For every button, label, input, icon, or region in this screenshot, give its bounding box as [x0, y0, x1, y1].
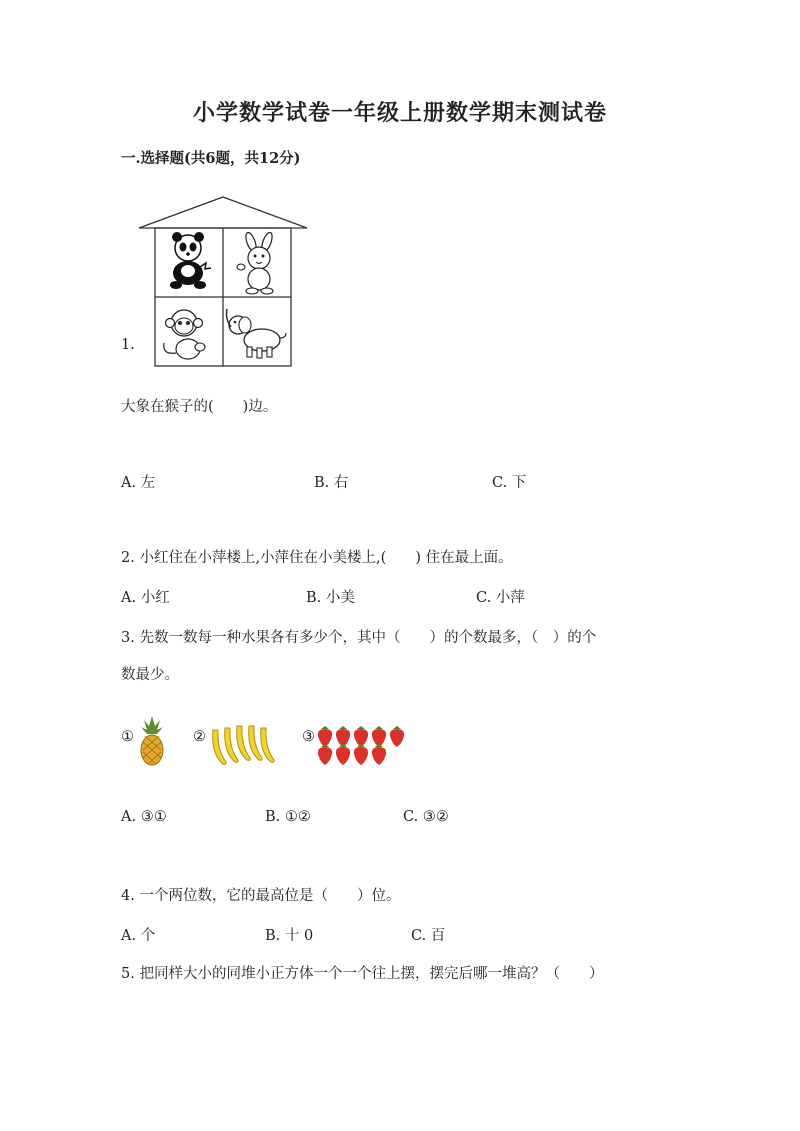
q1-stem: 大象在猴子的( )边。 — [121, 399, 278, 415]
q1-option-a[interactable]: A. 左 — [121, 475, 156, 491]
strawberry-icon — [316, 724, 406, 766]
fruit-label-2: ② — [193, 729, 206, 745]
banana-icon — [209, 722, 275, 766]
q5-stem: 5. 把同样大小的同堆小正方体一个一个往上摆，摆完后哪一堆高？（ ） — [121, 966, 604, 982]
pineapple-icon — [136, 716, 168, 766]
monkey-icon — [164, 310, 205, 359]
q2-option-a[interactable]: A. 小红 — [121, 590, 170, 606]
rabbit-icon — [237, 231, 274, 294]
fruit-label-3: ③ — [302, 729, 315, 745]
q1-number: 1. — [121, 337, 135, 353]
section-heading: 一.选择题(共6题，共12分) — [121, 150, 301, 167]
q3-stem-line1: 3. 先数一数每一种水果各有多少个，其中（ ）的个数最多，（ ）的个 — [121, 630, 597, 646]
q2-option-b[interactable]: B. 小美 — [306, 590, 355, 606]
house-figure — [136, 195, 311, 370]
q2-option-c[interactable]: C. 小萍 — [476, 590, 525, 606]
q4-option-c[interactable]: C. 百 — [411, 928, 446, 944]
q1-option-c[interactable]: C. 下 — [492, 475, 527, 491]
q1-option-b[interactable]: B. 右 — [314, 475, 349, 491]
page-title: 小学数学试卷一年级上册数学期末测试卷 — [192, 100, 607, 126]
q4-option-a[interactable]: A. 个 — [121, 928, 156, 944]
panda-icon — [170, 232, 211, 289]
q3-option-a[interactable]: A. ③① — [121, 809, 167, 825]
q3-option-c[interactable]: C. ③② — [403, 809, 449, 825]
q4-option-b[interactable]: B. 十 0 — [265, 928, 314, 944]
elephant-icon — [227, 309, 287, 358]
q3-option-b[interactable]: B. ①② — [265, 809, 311, 825]
q3-stem-line2: 数最少。 — [121, 667, 179, 683]
q4-stem: 4. 一个两位数，它的最高位是（ ）位。 — [121, 888, 401, 904]
q2-stem: 2. 小红住在小萍楼上,小萍住在小美楼上,( ) 住在最上面。 — [121, 550, 513, 566]
fruit-label-1: ① — [121, 729, 134, 745]
